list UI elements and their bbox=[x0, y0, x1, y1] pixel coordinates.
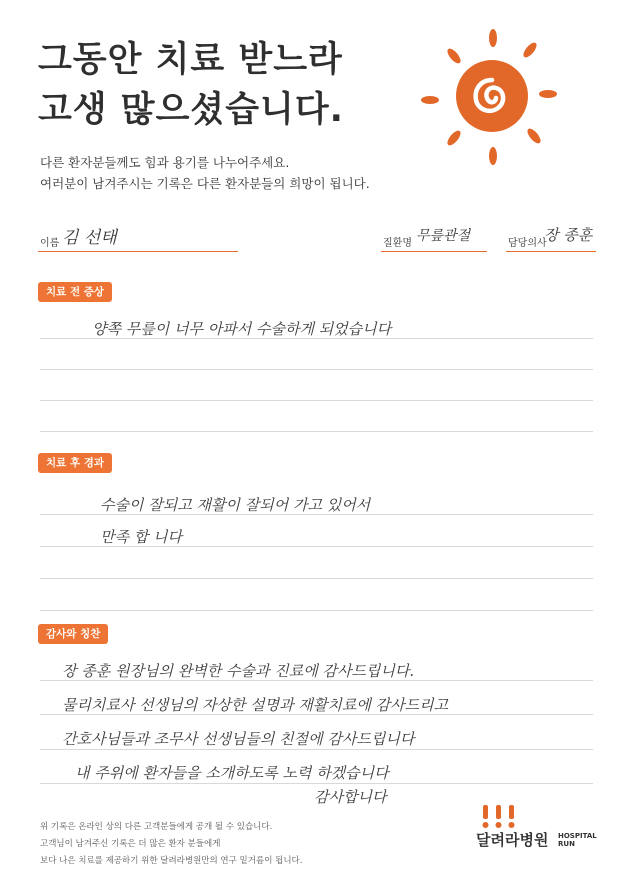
section-thanks-label: 감사와 칭찬 bbox=[38, 624, 108, 644]
logo-en-line1: HOSPITAL bbox=[558, 832, 597, 840]
footer-line3: 보다 나은 치료를 제공하기 위한 달려라병원만의 연구 밑거름이 됩니다. bbox=[40, 856, 303, 866]
thanks-line-2[interactable]: 물리치료사 선생님의 자상한 설명과 재활치료에 감사드리고 bbox=[62, 696, 449, 714]
section-after-label: 치료 후 경과 bbox=[38, 453, 112, 473]
disease-underline bbox=[381, 251, 487, 252]
disease-label: 질환명 bbox=[383, 238, 412, 249]
rule bbox=[40, 610, 593, 611]
footer-line1: 위 기록은 온라인 상의 다른 고객분들에게 공개 될 수 있습니다. bbox=[40, 822, 273, 832]
rule bbox=[40, 431, 593, 432]
logo-exclamation-icon bbox=[479, 805, 519, 829]
rule bbox=[40, 783, 593, 784]
rule bbox=[40, 369, 593, 370]
page-title-line1: 그동안 치료 받느라 bbox=[38, 40, 343, 80]
page-title-line2: 고생 많으셨습니다. bbox=[38, 90, 344, 130]
doctor-value[interactable]: 장 종훈 bbox=[544, 226, 593, 244]
rule bbox=[40, 514, 593, 515]
logo-name: 달려라병원 bbox=[476, 831, 549, 849]
thanks-line-1[interactable]: 장 종훈 원장님의 완벽한 수술과 진료에 감사드립니다. bbox=[62, 662, 415, 680]
rule bbox=[40, 546, 593, 547]
disease-value[interactable]: 무릎관절 bbox=[416, 228, 471, 244]
doctor-underline bbox=[506, 251, 596, 252]
rule bbox=[40, 714, 593, 715]
thanks-line-5[interactable]: 감사합니다 bbox=[314, 788, 387, 806]
thanks-line-4[interactable]: 내 주위에 환자들을 소개하도록 노력 하겠습니다 bbox=[75, 764, 389, 782]
logo-en-line2: RUN bbox=[558, 840, 575, 848]
rule bbox=[40, 578, 593, 579]
name-label: 이름 bbox=[40, 238, 60, 249]
rule bbox=[40, 338, 593, 339]
after-line-1[interactable]: 수술이 잘되고 재활이 잘되어 가고 있어서 bbox=[100, 496, 371, 514]
thanks-line-3[interactable]: 간호사님들과 조무사 선생님들의 친절에 감사드립니다 bbox=[62, 730, 415, 748]
section-before-label: 치료 전 증상 bbox=[38, 282, 112, 302]
rule bbox=[40, 400, 593, 401]
name-underline bbox=[38, 251, 238, 252]
footer-line2: 고객님이 남겨주신 기록은 더 많은 환자 분들에게 bbox=[40, 839, 221, 849]
subtitle-line2: 여러분이 남겨주시는 기록은 다른 환자분들의 희망이 됩니다. bbox=[40, 176, 370, 191]
name-value[interactable]: 김 선태 bbox=[62, 228, 117, 248]
sun-icon bbox=[418, 28, 568, 168]
before-line-1[interactable]: 양쪽 무릎이 너무 아파서 수술하게 되었습니다 bbox=[92, 320, 392, 338]
doctor-label: 담당의사 bbox=[508, 238, 547, 249]
subtitle-line1: 다른 환자분들께도 힘과 용기를 나누어주세요. bbox=[40, 155, 290, 170]
rule bbox=[40, 680, 593, 681]
after-line-2[interactable]: 만족 합 니다 bbox=[100, 528, 182, 546]
rule bbox=[40, 749, 593, 750]
